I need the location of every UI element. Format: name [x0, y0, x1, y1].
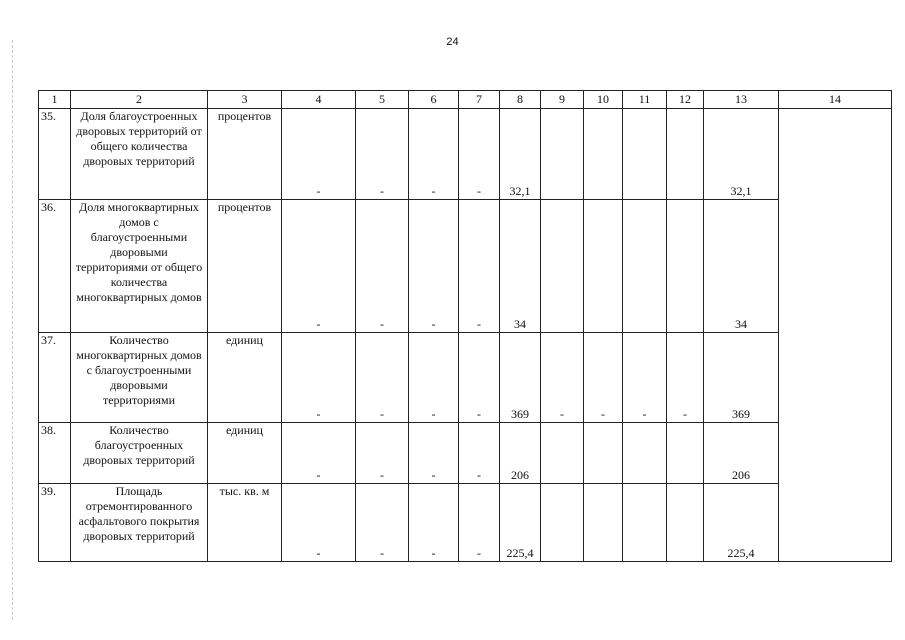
value-cell: 369	[500, 333, 541, 423]
unit-cell: единиц	[208, 423, 282, 484]
value-cell	[541, 200, 584, 333]
column-header: 10	[584, 91, 623, 109]
value-cell: -	[356, 200, 409, 333]
value-cell	[667, 423, 704, 484]
page-number: 24	[446, 36, 459, 48]
value-cell	[541, 484, 584, 562]
value-cell	[667, 200, 704, 333]
value-cell	[667, 109, 704, 200]
value-cell: -	[282, 109, 356, 200]
column-header: 9	[541, 91, 584, 109]
value-cell: 34	[704, 200, 779, 333]
table-row	[39, 333, 892, 423]
value-cell	[541, 109, 584, 200]
value-cell: -	[409, 333, 459, 423]
value-cell: -	[584, 333, 623, 423]
value-cell: -	[282, 423, 356, 484]
value-cell	[541, 423, 584, 484]
value-cell: -	[282, 333, 356, 423]
unit-cell: процентов	[208, 109, 282, 200]
value-cell: -	[459, 333, 500, 423]
row-number: 36.	[39, 200, 71, 333]
value-cell: -	[409, 200, 459, 333]
value-cell: 32,1	[500, 109, 541, 200]
value-cell: 369	[704, 333, 779, 423]
column-header: 11	[623, 91, 667, 109]
column-header: 3	[208, 91, 282, 109]
value-cell: -	[356, 333, 409, 423]
value-cell: -	[541, 333, 584, 423]
value-cell: 206	[500, 423, 541, 484]
value-cell	[667, 484, 704, 562]
value-cell: -	[409, 484, 459, 562]
indicator-name: Количество благоустроенных дворовых территорий	[71, 423, 208, 484]
table-row	[39, 109, 892, 200]
column-header: 2	[71, 91, 208, 109]
value-cell	[623, 484, 667, 562]
column-header: 12	[667, 91, 704, 109]
column-header: 5	[356, 91, 409, 109]
value-cell: -	[459, 109, 500, 200]
unit-cell: тыс. кв. м	[208, 484, 282, 562]
value-cell: -	[459, 200, 500, 333]
row-number: 38.	[39, 423, 71, 484]
column-header: 4	[282, 91, 356, 109]
row-number: 39.	[39, 484, 71, 562]
column-header: 7	[459, 91, 500, 109]
binding-margin-line	[12, 40, 14, 620]
table-header-row	[39, 91, 892, 109]
value-cell	[623, 109, 667, 200]
value-cell: 225,4	[704, 484, 779, 562]
indicators-table	[38, 90, 892, 562]
value-cell: 225,4	[500, 484, 541, 562]
value-cell: -	[282, 200, 356, 333]
unit-cell: единиц	[208, 333, 282, 423]
unit-cell: процентов	[208, 200, 282, 333]
value-cell	[584, 200, 623, 333]
value-cell: 34	[500, 200, 541, 333]
column-header: 8	[500, 91, 541, 109]
indicator-name: Доля благоустроенных дворовых территорий от общего количества дворовых территорий	[71, 109, 208, 200]
value-cell: -	[356, 109, 409, 200]
value-cell	[623, 200, 667, 333]
value-cell: -	[459, 423, 500, 484]
indicator-name: Площадь отремонтированного асфальтового покрытия дворовых территорий	[71, 484, 208, 562]
column-header: 1	[39, 91, 71, 109]
table-row	[39, 423, 892, 484]
indicator-name: Количество многоквартирных домов с благоустроенными дворовыми территориями	[71, 333, 208, 423]
value-cell: -	[459, 484, 500, 562]
column-header: 6	[409, 91, 459, 109]
value-cell: -	[623, 333, 667, 423]
value-cell: -	[667, 333, 704, 423]
value-cell: 206	[704, 423, 779, 484]
row-number: 35.	[39, 109, 71, 200]
value-cell	[623, 423, 667, 484]
value-cell	[779, 109, 892, 562]
row-number: 37.	[39, 333, 71, 423]
column-header: 13	[704, 91, 779, 109]
value-cell: -	[409, 109, 459, 200]
table-row	[39, 484, 892, 562]
table-row	[39, 200, 892, 333]
value-cell	[584, 484, 623, 562]
value-cell	[584, 423, 623, 484]
value-cell: -	[409, 423, 459, 484]
column-header: 14	[779, 91, 892, 109]
value-cell: -	[356, 423, 409, 484]
value-cell: -	[356, 484, 409, 562]
value-cell	[584, 109, 623, 200]
value-cell: -	[282, 484, 356, 562]
value-cell: 32,1	[704, 109, 779, 200]
indicator-name: Доля многоквартирных домов с благоустроенными дворовыми территориями от общего количества многоквартирных домов	[71, 200, 208, 333]
